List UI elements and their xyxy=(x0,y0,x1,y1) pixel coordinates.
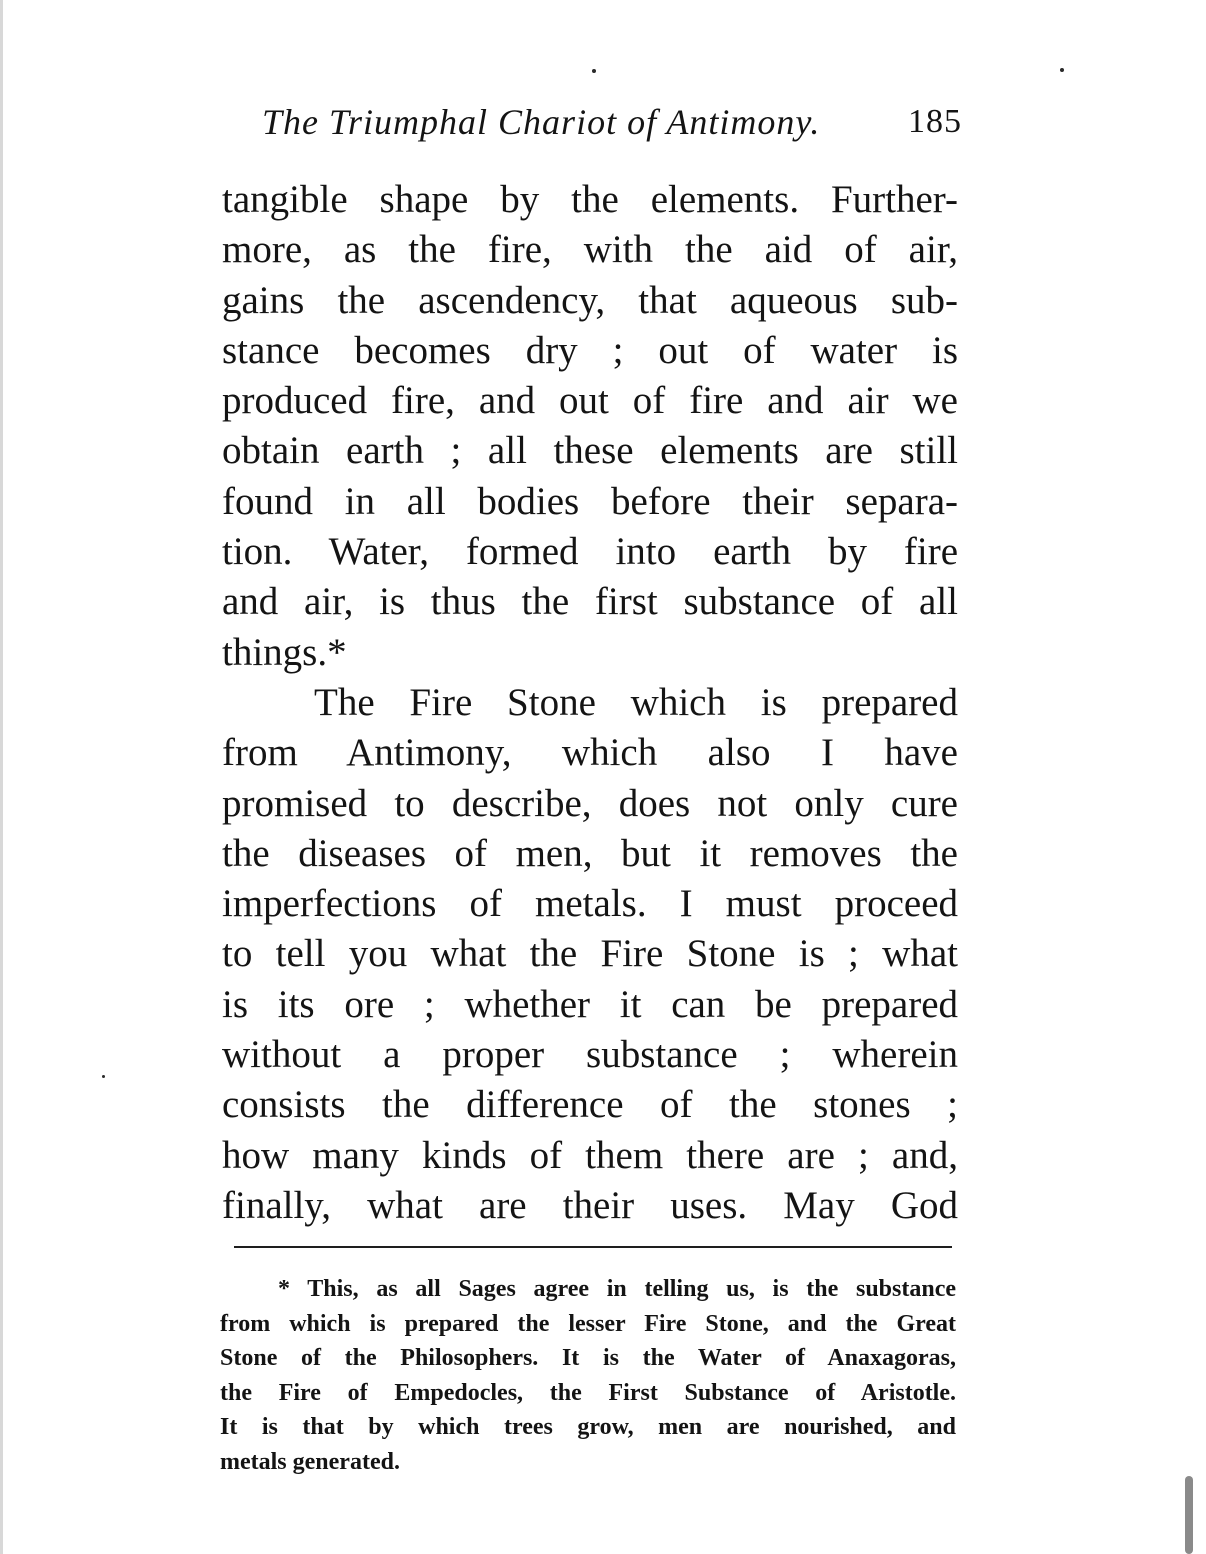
window-left-edge xyxy=(0,0,3,1554)
text-line: tion. Water, formed into earth by fire xyxy=(222,530,958,574)
scan-speck xyxy=(592,69,596,73)
scan-speck xyxy=(102,1075,105,1078)
running-head xyxy=(222,100,962,144)
text-line: stance becomes dry ; out of water is xyxy=(222,328,958,372)
paragraph-start-line: The Fire Stone which is prepared xyxy=(314,680,958,724)
text-line: promised to describe, does not only cure xyxy=(222,781,958,825)
footnote-line: from which is prepared the lesser Fire Stone, and the Great xyxy=(220,1310,956,1337)
text-line: tangible shape by the elements. Further- xyxy=(222,178,958,221)
footnote-line: the Fire of Empedocles, the First Substance of Aristotle. xyxy=(220,1379,956,1406)
text-line: things.* xyxy=(222,630,347,674)
text-line: found in all bodies before their separa- xyxy=(222,479,958,523)
body-text xyxy=(222,175,958,1231)
footnote-line: * This, as all Sages agree in telling us, is the substance xyxy=(278,1276,956,1302)
text-line: and air, is thus the first substance of all xyxy=(222,580,958,624)
text-line: more, as the fire, with the aid of air, xyxy=(222,228,958,272)
footnote-line: metals generated. xyxy=(220,1448,400,1475)
footnote-divider xyxy=(234,1246,952,1248)
text-line: without a proper substance ; wherein xyxy=(222,1033,958,1077)
running-title: The Triumphal Chariot of Antimony. xyxy=(262,102,821,142)
text-line: produced fire, and out of fire and air we xyxy=(222,379,958,423)
text-line: how many kinds of them there are ; and, xyxy=(222,1133,958,1177)
footnote xyxy=(220,1272,956,1480)
text-line: gains the ascendency, that aqueous sub- xyxy=(222,278,958,322)
text-line: to tell you what the Fire Stone is ; what xyxy=(222,932,958,976)
text-line: the diseases of men, but it removes the xyxy=(222,831,958,875)
text-line: obtain earth ; all these elements are still xyxy=(222,429,958,473)
text-line: finally, what are their uses. May God xyxy=(222,1183,958,1227)
scan-speck xyxy=(1060,68,1064,72)
footnote-line: Stone of the Philosophers. It is the Water of Anaxagoras, xyxy=(220,1345,956,1372)
footnote-line: It is that by which trees grow, men are nourished, and xyxy=(220,1414,956,1441)
scrollbar-thumb[interactable] xyxy=(1185,1476,1193,1554)
page-number: 185 xyxy=(908,103,962,140)
text-line: consists the difference of the stones ; xyxy=(222,1083,958,1127)
text-line: is its ore ; whether it can be prepared xyxy=(222,982,958,1026)
text-line: from Antimony, which also I have xyxy=(222,731,958,775)
text-line: imperfections of metals. I must proceed xyxy=(222,882,958,926)
